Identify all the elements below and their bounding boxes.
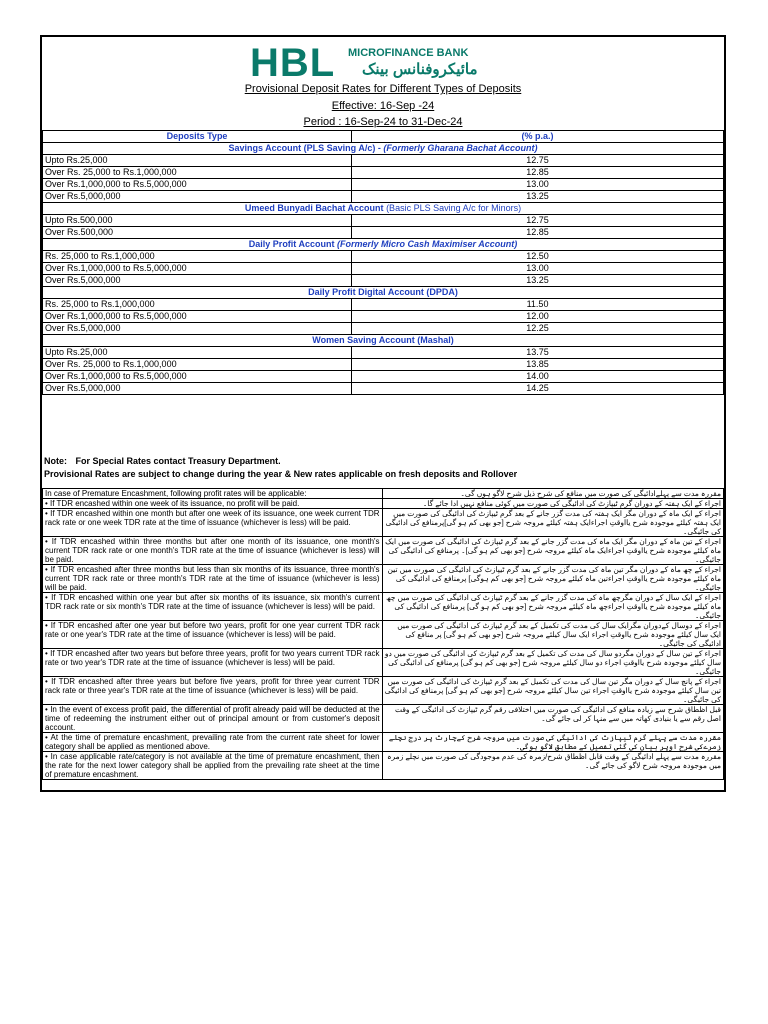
col-deposits-type: Deposits Type (43, 131, 352, 143)
rate-row (43, 359, 724, 371)
term-english: • At the time of premature encashment, prevailing rate from the current rate sheet for lower category shall be applied as mentioned above. (43, 733, 383, 752)
rate-row (43, 383, 724, 395)
profit-rate: 14.00 (352, 371, 724, 383)
term-row (43, 489, 724, 499)
rates-body (43, 143, 724, 395)
profit-rate: 12.85 (352, 167, 724, 179)
section-title-main: Daily Profit Account (248, 239, 337, 249)
section-title-main: Daily Profit Digital Account (DPDA) (308, 287, 458, 297)
term-urdu: اجراء کے ایک ماہ کے دوران مگر ایک ہفتہ کی مدت گزر جانے کے بعد گرم ٹیپازٹ کی ادائیگی کی صورت میں ایک ہفتہ کیلئے موجودہ شرح یااوقتِ اجراءایک ہفتہ کیلئے مروجہ شرح [جو بھی کم ہو گی]پرمنافع کی ادائیگی کی جائیگی۔ (382, 509, 723, 537)
rate-row (43, 275, 724, 287)
deposit-slab: Over Rs.1,000,000 to Rs.5,000,000 (43, 311, 352, 323)
section-title-former: (Formerly Micro Cash Maximiser Account) (336, 239, 518, 249)
profit-rate: 12.25 (352, 323, 724, 335)
rate-row (43, 155, 724, 167)
term-row (43, 649, 724, 677)
term-urdu: اجراء کے ایک سال کے دوران مگرچھ ماہ کی مدت گزر جانے کے بعد گرم ٹیپازٹ کی ادائیگی کی صورت میں چھ ماہ کیلئے موجودہ شرح یااوقتِ اجراءچھ ماہ کیلئے مروجہ شرح [جو بھی کم ہو گی] پرمنافع کی ادائیگی کی جائیگی۔ (382, 593, 723, 621)
term-urdu: اجراء کے پانچ سال کے دوران مگر تین سال کی مدت کی تکمیل کے بعد گرم ٹیپازٹ کی ادائیگی کی صورت میں تین سال کیلئے موجودہ شرح یااوقتِ اجراء تین سال کیلئے مروجہ شرح [جو بھی کم ہو گی] پرمنافع کی ادائیگی کی جائیگی۔ (382, 677, 723, 705)
premature-encashment-terms (42, 488, 724, 780)
term-urdu: مقررہ مدت سے پہلے گرم ٹیپازٹ کی ادائیگی کی صورت میں مروجہ شرح کےچارٹ پر درج نچلے زمرےکی شرح اوپر بیان کی گئی تفصیل کے مطابق لاگو ہوگی۔ (382, 733, 723, 752)
notes-block (44, 455, 517, 481)
sheet-header (42, 37, 724, 127)
rate-row (43, 167, 724, 179)
profit-rate: 13.75 (352, 347, 724, 359)
logo-subtitle-en: MICROFINANCE BANK (348, 47, 469, 59)
col-rate: (% p.a.) (352, 131, 724, 143)
section-title-main: Savings Account (PLS Saving A/c) - (228, 143, 384, 153)
rate-sheet (40, 35, 726, 792)
term-row (43, 677, 724, 705)
rate-period: Period : 16-Sep-24 to 31-Dec-24 (303, 116, 463, 128)
section-header-row (43, 335, 724, 347)
note-line (44, 455, 517, 468)
rate-row (43, 323, 724, 335)
section-title (43, 143, 724, 155)
deposit-slab: Over Rs. 25,000 to Rs.1,000,000 (43, 167, 352, 179)
term-urdu: مقررہ مدت سے پہلےادائیگی کی صورت میں منافع کی شرح ذیل شرح لاگو ہوں گی۔ (382, 489, 723, 499)
profit-rate: 12.75 (352, 215, 724, 227)
section-header-row (43, 203, 724, 215)
term-english: • In case applicable rate/category is not available at the time of premature encashment, then the rate for the next lower category shall be applied from the prevailing rate sheet at the time of premature encashment. (43, 752, 383, 780)
deposit-slab: Rs. 25,000 to Rs.1,000,000 (43, 251, 352, 263)
deposit-slab: Over Rs.5,000,000 (43, 191, 352, 203)
note-label: Note: (44, 456, 67, 466)
term-urdu: مقررہ مدت سے پہلے ادائیگی کے وقت قابل اظطاق شرح/زمرہ کی عدم موجودگی کی صورت میں نچلے زمرہ میں موجودہ مروجہ شرح لاگو کی جائے گی۔ (382, 752, 723, 780)
note-text: For Special Rates contact Treasury Department. (75, 456, 281, 466)
profit-rate: 13.25 (352, 275, 724, 287)
term-row (43, 621, 724, 649)
term-english: • If TDR encashed after one year but before two years, profit for one year current TDR rack rate or one year's TDR rate at the time of issuance (whichever is less) will be paid. (43, 621, 383, 649)
term-row (43, 593, 724, 621)
profit-rate: 12.85 (352, 227, 724, 239)
term-english: In case of Premature Encashment, following profit rates will be applicable: (43, 489, 383, 499)
term-english: • If TDR encashed after three years but before five years, profit for three year current TDR rack rate or three year's TDR rate at the time of issuance (whichever is less) will be paid. (43, 677, 383, 705)
deposit-slab: Over Rs.5,000,000 (43, 383, 352, 395)
deposit-slab: Upto Rs.25,000 (43, 347, 352, 359)
section-title-note: (Basic PLS Saving A/c for Minors) (383, 203, 522, 213)
term-urdu: اجراء کے ایک ہفتہ کے دوران گرم ٹیپازٹ کی ادائیگی کی صورت میں کوئی منافع نہیں ادا جائے گا۔ (382, 499, 723, 509)
deposit-slab: Over Rs.5,000,000 (43, 323, 352, 335)
term-urdu: اجراء کے تین ماہ کے دوران مگر ایک ماہ کی مدت گزر جانے کے بعد گرم ٹیپازٹ کی ادائیگی کی صورت میں ایک ماہ کیلئے موجودہ شرح یااوقتِ اجراءایک ماہ کیلئے مروجہ شرح [جو بھی کم ہو گی]۔ پرمنافع کی ادائیگی کی جائیگی۔ (382, 537, 723, 565)
deposit-slab: Upto Rs.500,000 (43, 215, 352, 227)
rate-row (43, 191, 724, 203)
hbl-microfinance-logo (250, 43, 570, 83)
term-english: • If TDR encashed after three months but less than six months of its issuance, three month's current TDR rack rate or three month's TDR rate at the time of issuance (whichever is less) will be paid. (43, 565, 383, 593)
section-title-main: Umeed Bunyadi Bachat Account (244, 203, 384, 213)
term-english: • If TDR encashed after two years but before three years, profit for two years current TDR rack rate or two year's TDR rate at the time of issuance (whichever is less) will be paid. (43, 649, 383, 677)
term-row (43, 537, 724, 565)
provisional-note: Provisional Rates are subject to change during the year & New rates applicable on fresh deposits and Rollover (44, 469, 518, 479)
logo-text: HBL (250, 41, 336, 85)
profit-rate: 13.25 (352, 191, 724, 203)
deposit-slab: Rs. 25,000 to Rs.1,000,000 (43, 299, 352, 311)
profit-rate: 13.85 (352, 359, 724, 371)
terms-body (43, 489, 724, 780)
deposit-slab: Over Rs.1,000,000 to Rs.5,000,000 (43, 179, 352, 191)
rate-row (43, 179, 724, 191)
section-title (43, 203, 724, 215)
profit-rate: 11.50 (352, 299, 724, 311)
term-english: • If TDR encashed within three months but after one month of its issuance, one month's current TDR rack rate or one month's TDR rate at the time of issuance (whichever is less) will be paid. (43, 537, 383, 565)
deposit-slab: Over Rs.1,000,000 to Rs.5,000,000 (43, 263, 352, 275)
rate-row (43, 263, 724, 275)
deposit-slab: Over Rs.5,000,000 (43, 275, 352, 287)
sheet-title: Provisional Deposit Rates for Different Types of Deposits (244, 83, 522, 95)
rate-row (43, 347, 724, 359)
section-title-former: (Formerly Gharana Bachat Account) (383, 143, 538, 153)
section-title (43, 239, 724, 251)
term-english: • In the event of excess profit paid, the differential of profit already paid will be deducted at the time of redeeming the instrument either out of principal amount or from customer's deposit account. (43, 705, 383, 733)
term-english: • If TDR encashed within one week of its issuance, no profit will be paid. (43, 499, 383, 509)
section-title (43, 287, 724, 299)
term-urdu: اجراء کے چھ ماہ کے دوران مگر تین ماہ کی مدت گزر جانے کے بعد گرم ٹیپازٹ کی ادائیگی کی صورت میں تین ماہ کیلئے موجودہ شرح یااوقتِ اجراءتین ماہ کیلئے مروجہ شرح [جو بھی کم ہوگی] پرمنافع کی ادائیگی کی جائیگی۔ (382, 565, 723, 593)
rate-row (43, 299, 724, 311)
deposit-slab: Over Rs. 25,000 to Rs.1,000,000 (43, 359, 352, 371)
profit-rate: 13.00 (352, 263, 724, 275)
term-urdu: اجراء کے تین سال کے دوران مگردو سال کی مدت کی تکمیل کے بعد گرم ٹیپازٹ کی ادائیگی کی صورت میں دو سال کیلئے موجودہ شرح یااوقتِ اجراء دو سال کیلئے مروجہ شرح [جو بھی کم ہو گی] پرمنافع کی ادائیگی کی جائیگی۔ (382, 649, 723, 677)
rate-row (43, 371, 724, 383)
term-urdu: قبل اظطاق شرح سے زیادہ منافع کی ادائیگی کی صورت میں اختلافی رقم گرم ٹیپازٹ کی ادائیگی کے وقت اصل رقم سے یا بنیادی کھاتہ میں سے منہا کر لی جائے گی۔ (382, 705, 723, 733)
section-header-row (43, 239, 724, 251)
deposit-slab: Upto Rs.25,000 (43, 155, 352, 167)
effective-date: Effective: 16-Sep -24 (331, 100, 435, 112)
section-header-row (43, 287, 724, 299)
term-row (43, 752, 724, 780)
deposit-slab: Over Rs.1,000,000 to Rs.5,000,000 (43, 371, 352, 383)
section-header-row (43, 143, 724, 155)
term-english: • If TDR encashed within one month but after one week of its issuance, one week current TDR rack rate or one week TDR rate at the time of issuance (whichever is less) will be paid. (43, 509, 383, 537)
term-urdu: اجراء کے دوسال کےدوران مگرایک سال کی مدت کی تکمیل کے بعد گرم ٹیپازٹ کی ادائیگی کی صورت میں ایک سال کیلئے موجودہ شرح یااوقتِ اجراء ایک سال کیلئے مروجہ شرح [جو بھی کم ہو گی] پر منافع کی ادائیگی کی جائیگی۔ (382, 621, 723, 649)
section-title-main: Women Saving Account (Mashal) (312, 335, 454, 345)
rate-row (43, 215, 724, 227)
term-row (43, 733, 724, 752)
rates-table (42, 130, 724, 395)
rate-row (43, 311, 724, 323)
profit-rate: 13.00 (352, 179, 724, 191)
rate-row (43, 251, 724, 263)
deposit-slab: Over Rs.500,000 (43, 227, 352, 239)
term-row (43, 499, 724, 509)
profit-rate: 12.50 (352, 251, 724, 263)
profit-rate: 12.75 (352, 155, 724, 167)
rates-header-row (43, 131, 724, 143)
profit-rate: 12.00 (352, 311, 724, 323)
profit-rate: 14.25 (352, 383, 724, 395)
term-row (43, 565, 724, 593)
term-row (43, 509, 724, 537)
term-row (43, 705, 724, 733)
logo-subtitle-ur: مائیکروفنانس بینک (362, 61, 478, 78)
term-english: • If TDR encashed within one year but after six months of its issuance, six month's current TDR rack rate or six month's TDR rate at the time of issuance (whichever is less) will be paid. (43, 593, 383, 621)
rate-row (43, 227, 724, 239)
section-title (43, 335, 724, 347)
